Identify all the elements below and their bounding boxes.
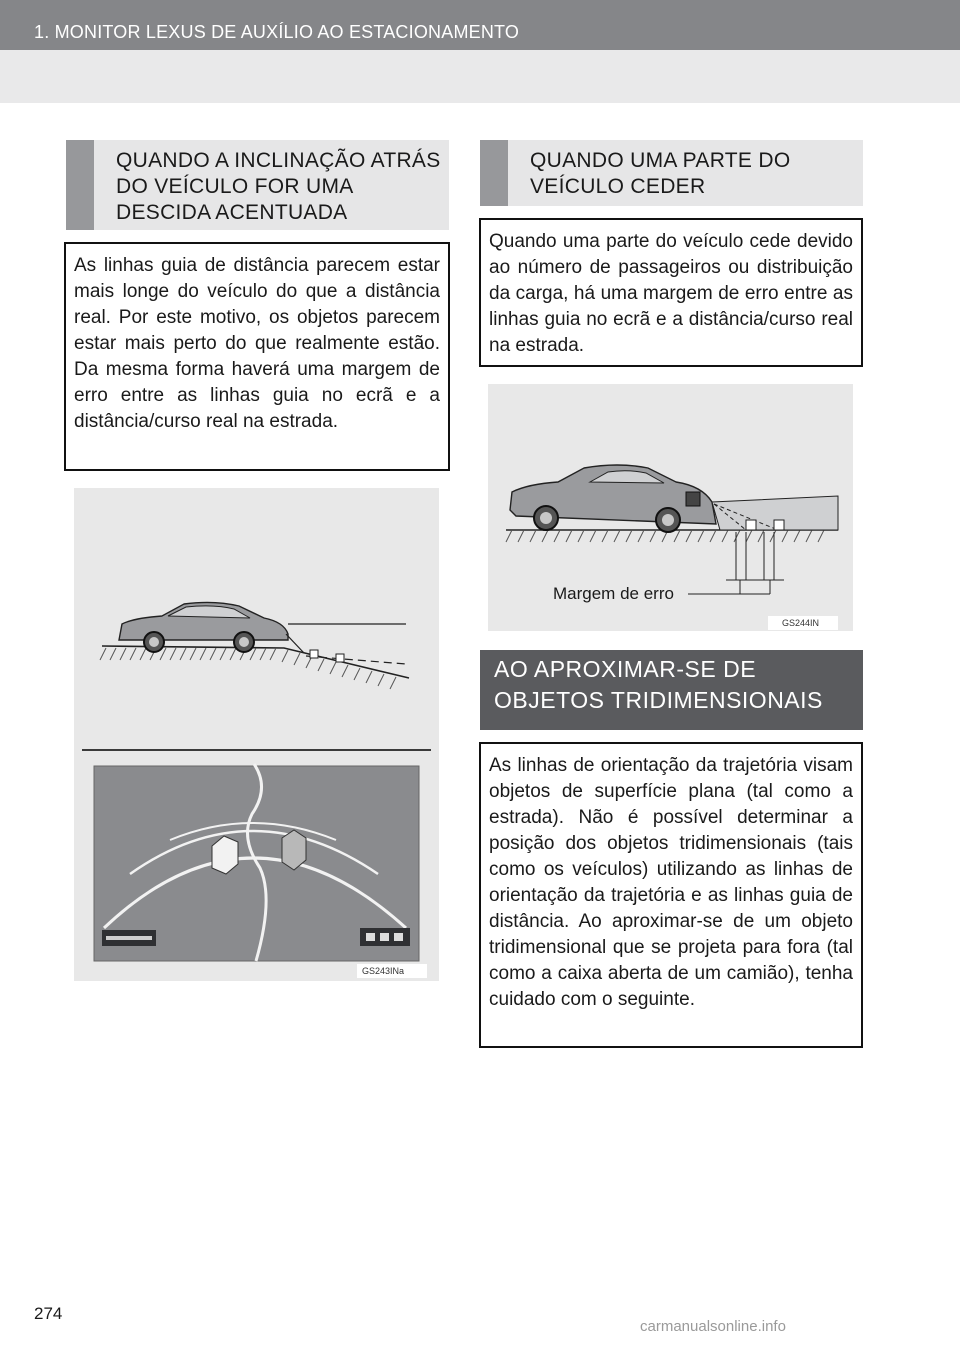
third-heading-text: AO APROXIMAR-SE DE OBJETOS TRIDIMENSIONAIS (494, 656, 823, 713)
header-bar (0, 0, 960, 50)
right-section-heading (480, 140, 863, 206)
right-heading-text: QUANDO UMA PARTE DO VEÍCULO CEDER (530, 149, 791, 198)
margin-of-error-label: Margem de erro (550, 584, 677, 604)
left-figure-code: GS243INa (362, 966, 405, 976)
left-figure (74, 488, 439, 981)
heading-tab (480, 140, 508, 206)
left-section-body: As linhas guia de distância parecem estar mais longe do veículo do que a distância real. Por este motivo, os objetos parecem estar mais perto do que realmente estão. Da mesma forma haverá uma margem de erro entre as linhas guia no ecrã e a distância/curso real na estrada. (64, 242, 450, 471)
left-heading-text: QUANDO A INCLINAÇÃO ATRÁS DO VEÍCULO FOR UMA DESCIDA ACENTUADA (116, 149, 441, 224)
heading-tab (66, 140, 94, 230)
slope-illustration (74, 488, 439, 981)
page-number: 274 (34, 1304, 63, 1323)
third-section-body: As linhas de orientação da trajetória visam objetos de superfície plana (tal como a estrada). Não é possível determinar a posição dos objetos tridimensionais (tais como os veículos) utilizando as linhas de orientação da trajetória e as linhas guia de distância. Ao aproximar-se de um objeto tridimensional que se projeta para fora (tal como a caixa aberta de um camião), tenha cuidado com o seguinte. (479, 742, 863, 1048)
right-figure (488, 384, 853, 631)
watermark: carmanualsonline.info (640, 1318, 786, 1335)
third-section-heading (480, 650, 863, 730)
right-section-body: Quando uma parte do veículo cede devido ao número de passageiros ou distribuição da carga, há uma margem de erro entre as linhas guia no ecrã e a distância/curso real na estrada. (479, 218, 863, 367)
right-figure-code: GS244IN (782, 618, 820, 628)
left-section-heading (66, 140, 449, 230)
header-title: 1. MONITOR LEXUS DE AUXÍLIO AO ESTACIONAMENTO (34, 22, 520, 42)
